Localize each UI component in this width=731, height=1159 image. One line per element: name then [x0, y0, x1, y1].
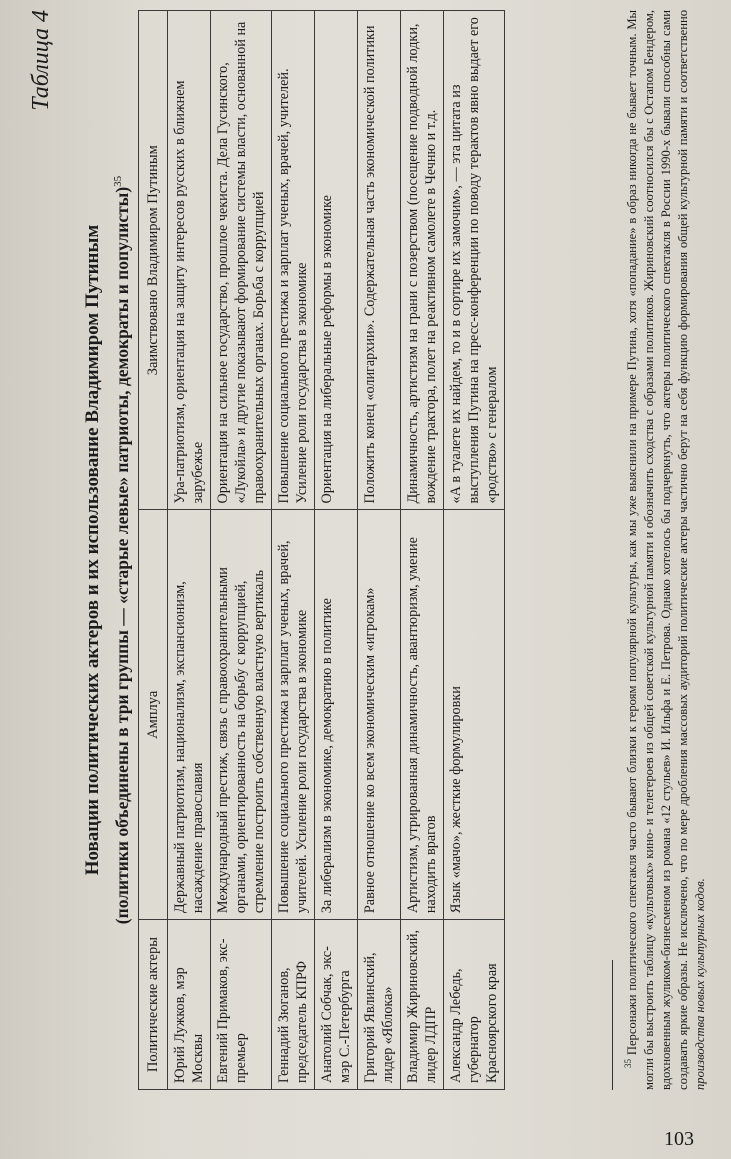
header-actors: Политические актеры: [139, 920, 168, 1090]
header-borrowed: Заимствовано Владимиром Путиным: [139, 11, 168, 511]
table-row: [444, 11, 505, 1090]
borrowed-cell: Ориентация на сильное государство, прошлое чекиста. Дела Гусинского, «Лукойла» и другие показывают формирование системы власти, основанной на правоохранительных органах. Борьба с коррупцией: [211, 11, 272, 511]
role-cell: Повышение социального престижа и зарплат ученых, врачей, учителей. Усиление роли государства в экономике: [272, 510, 315, 920]
title-main: Новации политических актеров и их использование Владимиром Путиным: [82, 224, 103, 876]
table-label: Таблица 4: [28, 10, 54, 111]
actor-cell: Александр Лебедь, губернатор Красноярского края: [444, 920, 505, 1090]
borrowed-cell: Ориентация на либеральные реформы в экономике: [315, 11, 358, 511]
page-number: 103: [664, 1128, 694, 1150]
title-sub-text: (политики объединены в три группы — «старые левые» патриоты, демократы и популисты): [111, 186, 132, 925]
role-cell: За либерализм в экономике, демократию в политике: [315, 510, 358, 920]
role-cell: Равное отношение ко всем экономическим «игрокам»: [358, 510, 401, 920]
footnote-number: 35: [623, 1059, 633, 1068]
table-row: [358, 11, 401, 1090]
actor-cell: Евгений Примаков, экс-премьер: [211, 920, 272, 1090]
role-cell: Артистизм, утрированная динамичность, авантюризм, умение находить врагов: [401, 510, 444, 920]
role-cell: Державный патриотизм, национализм, экспансионизм, насаждение православия: [168, 510, 211, 920]
footnote-italic-text: производства новых культурных кодов.: [693, 878, 708, 1090]
actor-cell: Юрий Лужков, мэр Москвы: [168, 920, 211, 1090]
role-cell: Международный престиж, связь с правоохранительными органами, ориентированность на борьбу с коррупцией, стремление построить собственную властную вертикаль: [211, 510, 272, 920]
borrowed-cell: Динамичность, артистизм на грани с позерством (посещение подводной лодки, вождение трактора, полет на реактивном самолете в Чечню и т.д.: [401, 11, 444, 511]
table-row: [168, 11, 211, 1090]
title-sub: [106, 10, 134, 1090]
actor-cell: Анатолий Собчак, экс-мэр С.-Петербурга: [315, 920, 358, 1090]
actor-cell: Владимир Жириновский, лидер ЛДПР: [401, 920, 444, 1090]
table-row: [401, 11, 444, 1090]
footnote-text: Персонажи политического спектакля часто бывают близки к героям популярной культуры, как мы уже выяснили на примере Путина, хотя «попадание» в образ никогда не бывает точным. Мы могли бы выстроить таблицу «культовых» кино- и телегероев из общей советской культурной памяти и обозначить сходства с образами политиков. Жириновский соотносился бы с Остапом Бендером, вдохновенным жуликом-бизнесменом из романа «12 стульев» И. Ильфа и Е. Петрова. Однако хотелось бы подчеркнуть, что актеры политического спектакля в России 1990-х бывали способны сами создавать яркие образы. Не исключено, что по мере дробления массовых аудиторий политические актеры частично берут на себя функцию формирования общей культурной памяти и соответственно: [625, 10, 691, 1090]
table-row: [315, 11, 358, 1090]
rotated-page-content: [20, 10, 710, 1090]
actor-cell: Григорий Явлинский, лидер «Яблока»: [358, 920, 401, 1090]
footnote-divider: [612, 960, 613, 1090]
table-row: [272, 11, 315, 1090]
actor-cell: Геннадий Зюганов, председатель КПРФ: [272, 920, 315, 1090]
table-row: [211, 11, 272, 1090]
title-footnote-ref: 35: [112, 175, 124, 187]
borrowed-cell: «А в туалете их найдем, то и в сортире их замочим», — эта цитата из выступления Путина на пресс-конференции по поводу терактов явно выдает его «родство» с генералом: [444, 11, 505, 511]
borrowed-cell: Положить конец «олигархии». Содержательная часть экономической политики: [358, 11, 401, 511]
table-title: [80, 10, 134, 1090]
role-cell: Язык «мачо», жесткие формулировки: [444, 510, 505, 920]
actors-table: [138, 10, 505, 1090]
footnote: [620, 10, 709, 1090]
header-role: Амплуа: [139, 510, 168, 920]
borrowed-cell: Ура-патриотизм, ориентация на защиту интересов русских в ближнем зарубежье: [168, 11, 211, 511]
table-header-row: [139, 11, 168, 1090]
borrowed-cell: Повышение социального престижа и зарплат ученых, врачей, учителей. Усиление роли государства в экономике: [272, 11, 315, 511]
